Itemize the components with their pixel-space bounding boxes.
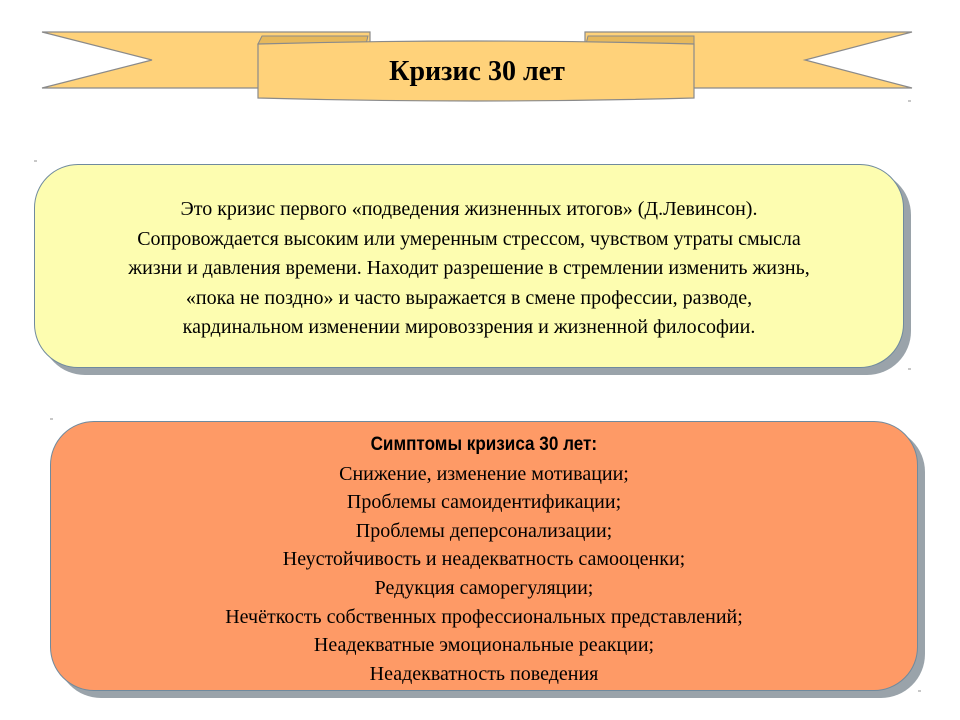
intro-line: Это кризис первого «подведения жизненных итогов» (Д.Левинсон). xyxy=(180,198,758,220)
symptom-item: Редукция саморегуляции; xyxy=(374,576,594,599)
intro-line: «пока не поздно» и часто выражается в смене профессии, разводе, xyxy=(185,286,753,309)
symptom-item: Проблемы деперсонализации; xyxy=(355,519,613,542)
symptom-item: Проблемы самоидентификации; xyxy=(346,491,622,514)
symptom-item: Неустойчивость и неадекватность самооценки; xyxy=(282,548,686,571)
decorative-dot xyxy=(908,100,911,102)
symptoms-heading: Симптомы кризиса 30 лет: xyxy=(370,434,598,455)
intro-line: жизни и давления времени. Находит разрешение в стремлении изменить жизнь, xyxy=(128,257,810,279)
symptom-item: Снижение, изменение мотивации; xyxy=(339,462,629,485)
decorative-dot xyxy=(918,690,921,692)
decorative-dot xyxy=(908,368,911,370)
slide-title: Кризис 30 лет xyxy=(389,56,565,87)
intro-line: кардинальном изменении мировоззрения и жизненной философии. xyxy=(182,316,756,338)
intro-line: Сопровождается высоким или умеренным стрессом, чувством утраты смысла xyxy=(137,227,801,250)
symptom-item: Неадекватность поведения xyxy=(369,662,599,685)
decorative-dot xyxy=(34,160,37,162)
intro-description-box xyxy=(34,164,904,368)
symptom-item: Неадекватные эмоциональные реакции; xyxy=(313,634,655,657)
decorative-dot xyxy=(50,418,53,420)
symptom-item: Нечёткость собственных профессиональных представлений; xyxy=(225,605,743,628)
symptoms-box xyxy=(50,421,918,691)
